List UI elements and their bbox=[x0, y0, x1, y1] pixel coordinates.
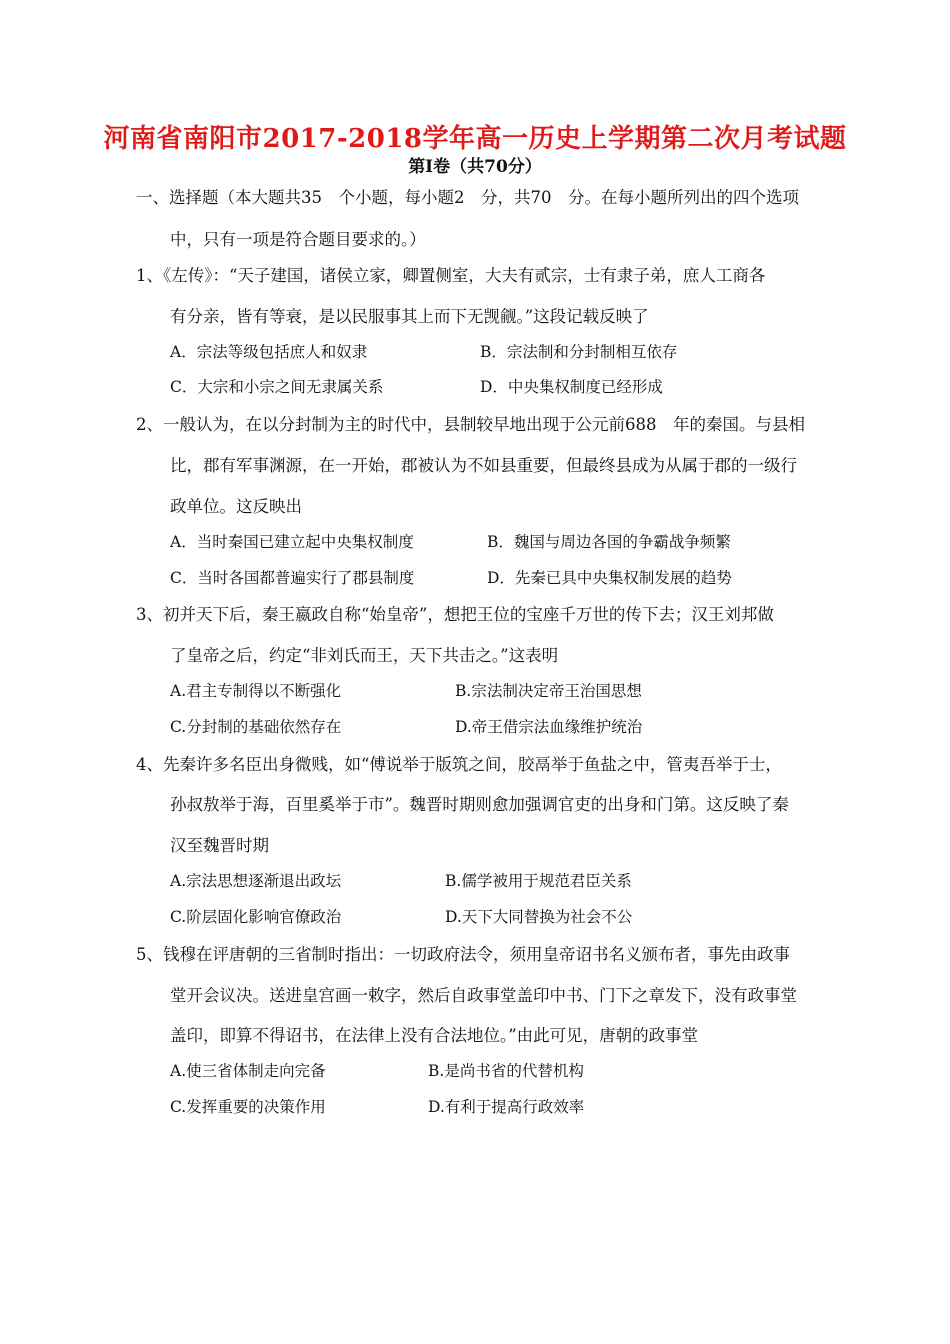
question-text-line: 2、一般认为，在以分封制为主的时代中，县制较早地出现于公元前688 年的秦国。与县相 bbox=[136, 415, 805, 434]
option-a: A．当时秦国已建立起中央集权制度 bbox=[170, 533, 414, 551]
section-subtitle: 第Ⅰ卷（共70分） bbox=[408, 157, 542, 177]
question-text-line: 孙叔敖举于海，百里奚举于市”。魏晋时期则愈加强调官吏的出身和门第。这反映了秦 bbox=[170, 795, 789, 814]
option-a: A．宗法等级包括庶人和奴隶 bbox=[170, 343, 368, 361]
option-a: A.使三省体制走向完备 bbox=[170, 1062, 326, 1080]
option-d: D.帝王借宗法血缘维护统治 bbox=[455, 718, 643, 736]
option-b: B．魏国与周边各国的争霸战争频繁 bbox=[487, 533, 731, 551]
section-heading: 一、选择题（本大题共35 个小题，每小题2 分，共70 分。在每小题所列出的四个选项 bbox=[136, 188, 799, 207]
option-b: B.是尚书省的代替机构 bbox=[428, 1062, 584, 1080]
option-c: C.阶层固化影响官僚政治 bbox=[170, 908, 342, 926]
question-text-line: 堂开会议决。送进皇宫画一敕字，然后自政事堂盖印中书、门下之章发下，没有政事堂 bbox=[170, 986, 797, 1005]
document-title: 河南省南阳市2017-2018学年高一历史上学期第二次月考试题 bbox=[103, 124, 847, 154]
option-c: C．当时各国都普遍实行了郡县制度 bbox=[170, 569, 415, 587]
question-text-line: 1、《左传》：“天子建国，诸侯立家，卿置侧室，大夫有贰宗，士有隶子弟，庶人工商各 bbox=[136, 266, 766, 285]
option-c: C.发挥重要的决策作用 bbox=[170, 1098, 326, 1116]
question-text-line: 政单位。这反映出 bbox=[170, 497, 302, 516]
question-text-line: 有分亲，皆有等衰，是以民服事其上而下无觊觎。”这段记载反映了 bbox=[170, 307, 649, 326]
option-b: B.儒学被用于规范君臣关系 bbox=[445, 872, 632, 890]
question-text-line: 3、初并天下后，秦王嬴政自称“始皇帝”，想把王位的宝座千万世的传下去；汉王刘邦做 bbox=[136, 605, 774, 624]
question-text-line: 盖印，即算不得诏书，在法律上没有合法地位。”由此可见，唐朝的政事堂 bbox=[170, 1026, 699, 1045]
option-d: D.有利于提高行政效率 bbox=[428, 1098, 585, 1116]
option-c: C.分封制的基础依然存在 bbox=[170, 718, 342, 736]
option-c: C．大宗和小宗之间无隶属关系 bbox=[170, 378, 384, 396]
question-text-line: 比，郡有军事渊源，在一开始，郡被认为不如县重要，但最终县成为从属于郡的一级行 bbox=[170, 456, 797, 475]
section-heading-cont: 中，只有一项是符合题目要求的。） bbox=[170, 230, 426, 249]
question-text-line: 4、先秦许多名臣出身微贱，如“傅说举于版筑之间，胶鬲举于鱼盐之中，管夷吾举于士， bbox=[136, 755, 782, 774]
option-b: B.宗法制决定帝王治国思想 bbox=[455, 682, 642, 700]
option-a: A.宗法思想逐渐退出政坛 bbox=[170, 872, 342, 890]
question-text-line: 了皇帝之后，约定“非刘氏而王，天下共击之。”这表明 bbox=[170, 646, 559, 665]
option-d: D.天下大同替换为社会不公 bbox=[445, 908, 633, 926]
option-a: A.君主专制得以不断强化 bbox=[170, 682, 342, 700]
question-text-line: 汉至魏晋时期 bbox=[170, 836, 269, 855]
question-text-line: 5、钱穆在评唐朝的三省制时指出：一切政府法令，须用皇帝诏书名义颁布者，事先由政事 bbox=[136, 945, 790, 964]
option-d: D．中央集权制度已经形成 bbox=[480, 378, 663, 396]
option-d: D．先秦已具中央集权制发展的趋势 bbox=[487, 569, 732, 587]
option-b: B．宗法制和分封制相互依存 bbox=[480, 343, 678, 361]
